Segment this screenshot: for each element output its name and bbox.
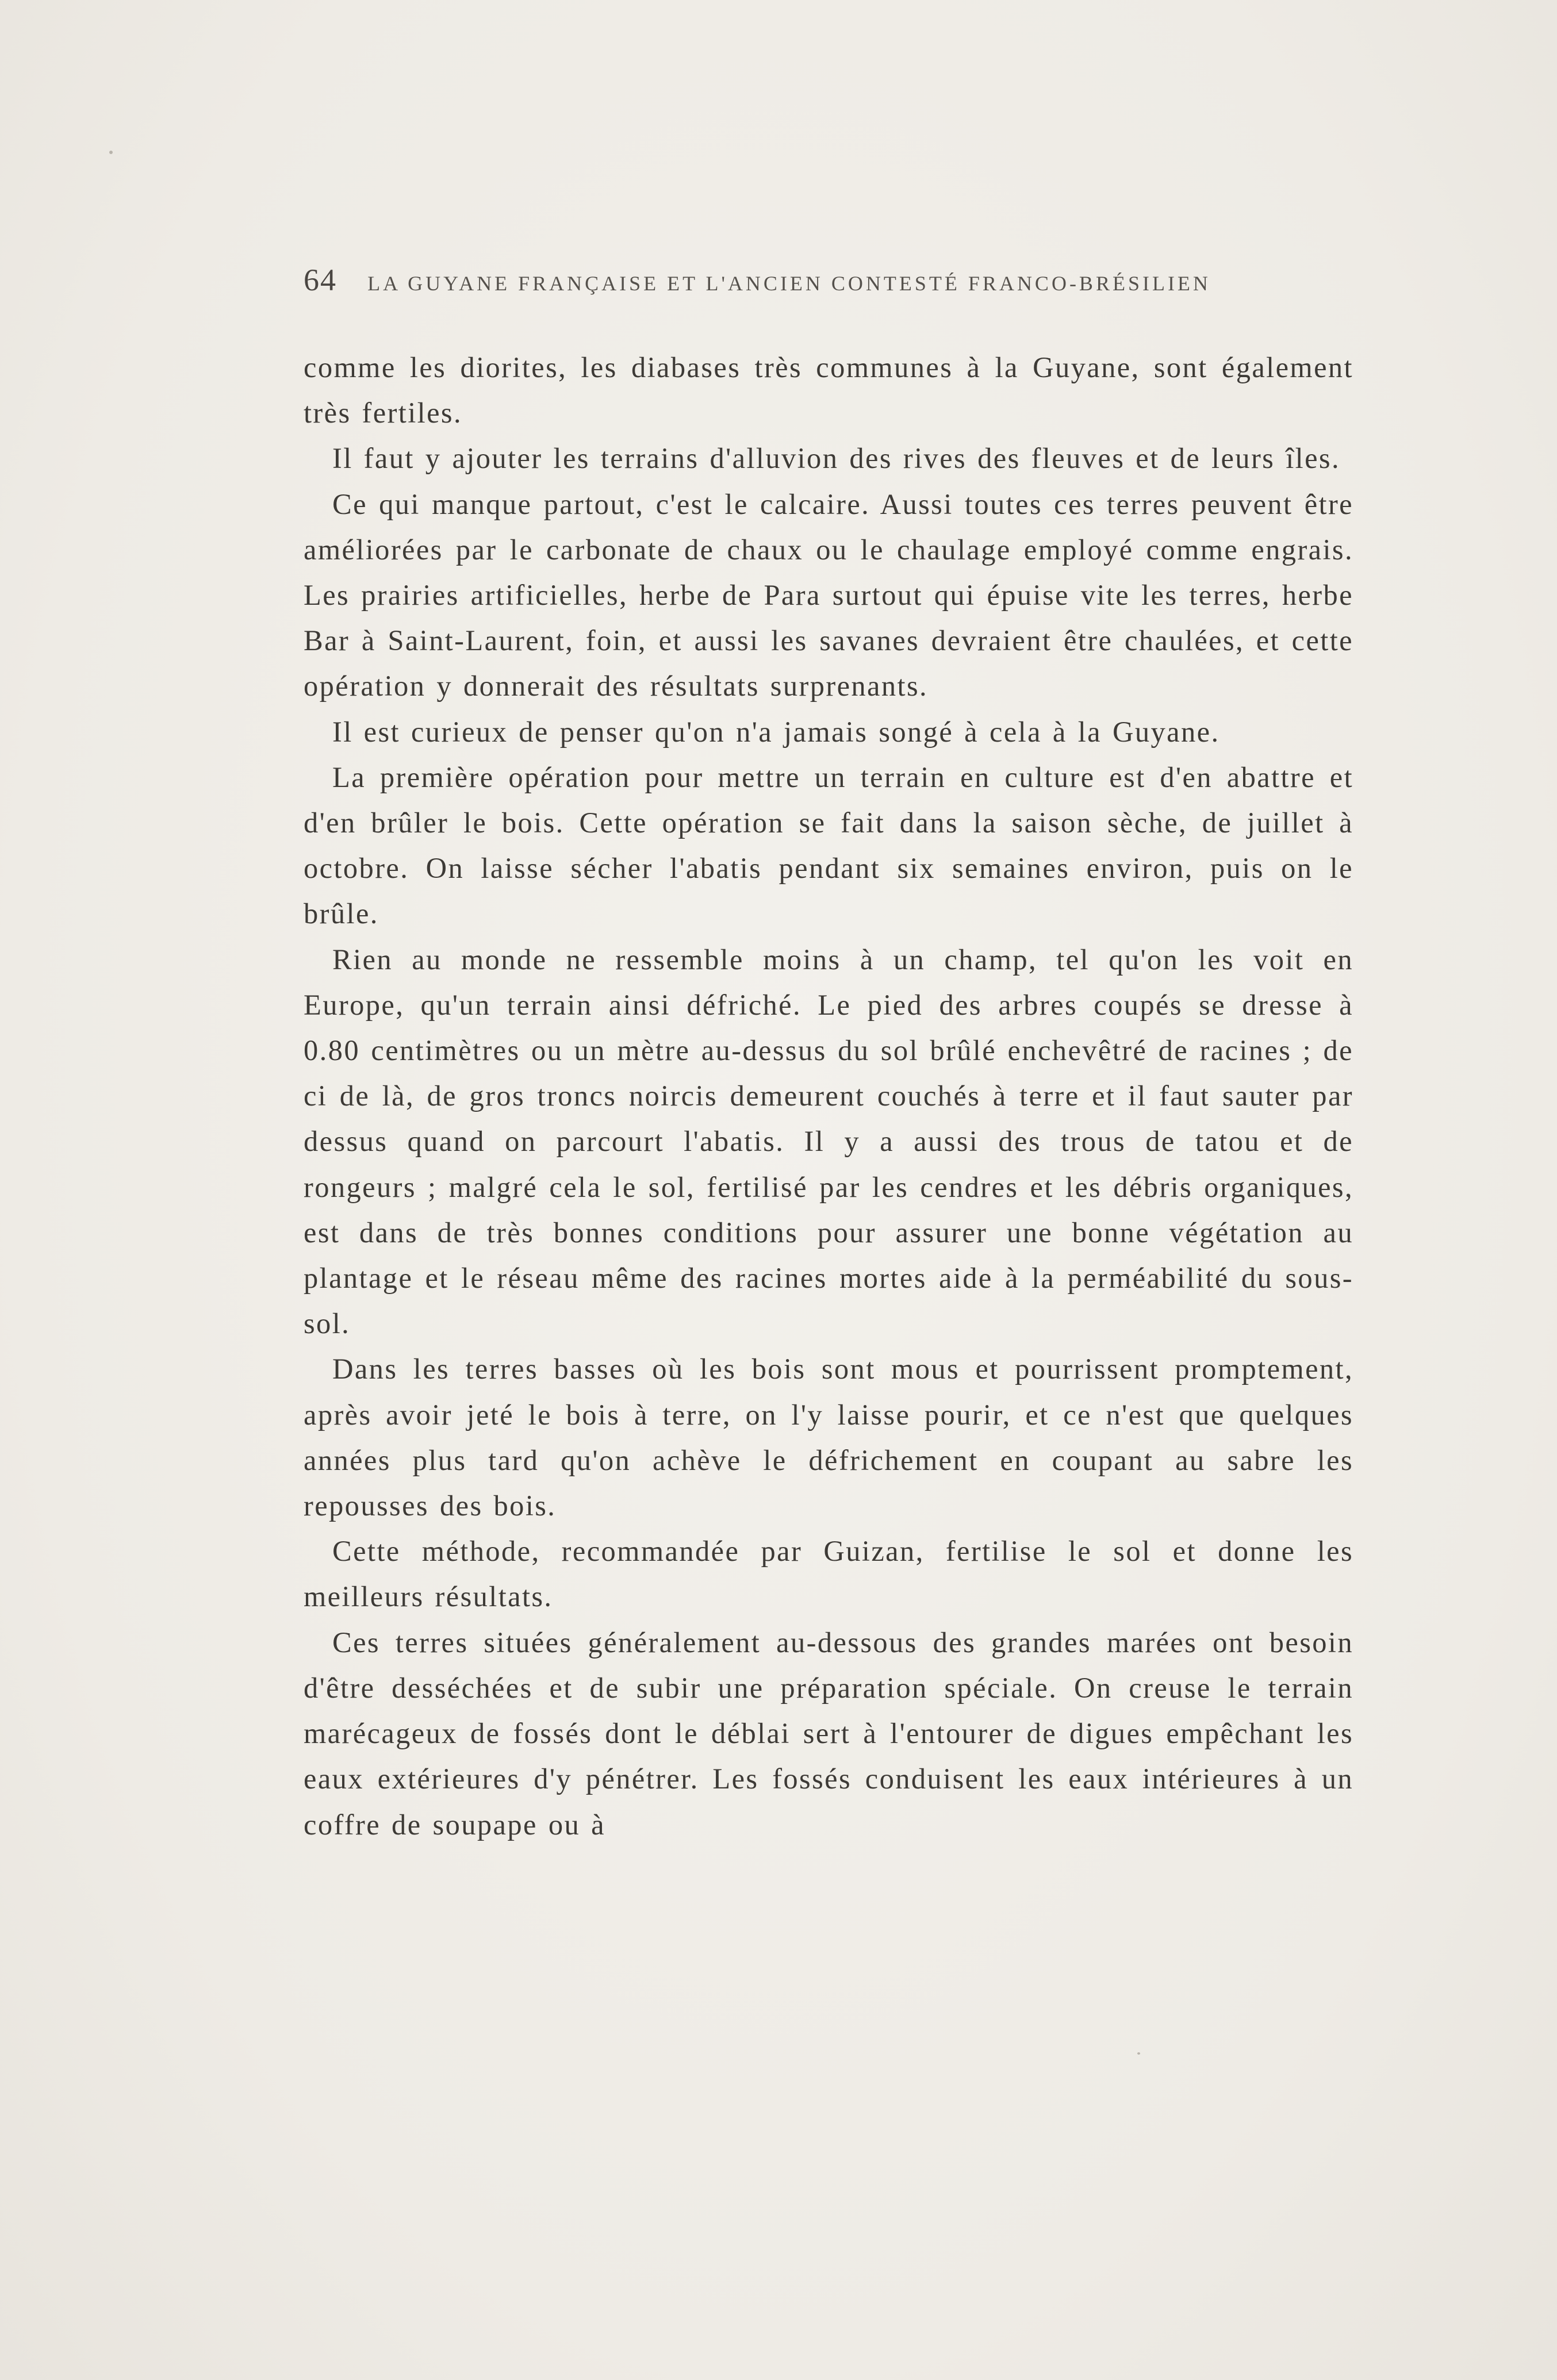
paragraph: Cette méthode, recommandée par Guizan, fertilise le sol et donne les meilleurs résultats. xyxy=(304,1535,1353,1613)
paragraph: Ces terres situées généralement au-dessous des grandes marées ont besoin d'être desséchées et de subir une préparation spéciale. On creuse le terrain marécageux de fossés dont le déblai sert à l'entourer de digues empêchant les eaux extérieures d'y pénétrer. Les fossés conduisent les eaux intérieures à un coffre de soupape ou à xyxy=(304,1626,1353,1841)
body-text xyxy=(304,345,1353,1848)
page-number: 64 xyxy=(304,263,337,297)
paragraph: Dans les terres basses où les bois sont mous et pourrissent promptement, après avoir jeté le bois à terre, on l'y laisse pourir, et ce n'est que quelques années plus tard qu'on achève le défrichement en coupant au sabre les repousses des bois. xyxy=(304,1353,1353,1522)
paragraph: Rien au monde ne ressemble moins à un champ, tel qu'on les voit en Europe, qu'un terrain ainsi défriché. Le pied des arbres coupés se dresse à 0.80 centimètres ou un mètre au-dessus du sol brûlé enchevêtré de racines ; de ci de là, de gros troncs noircis demeurent couchés à terre et il faut sauter par dessus quand on parcourt l'abatis. Il y a aussi des trous de tatou et de rongeurs ; malgré cela le sol, fertilisé par les cendres et les débris organiques, est dans de très bonnes conditions pour assurer une bonne végétation au plantage et le réseau même des racines mortes aide à la perméabilité du sous-sol. xyxy=(304,943,1353,1340)
paragraph: comme les diorites, les diabases très communes à la Guyane, sont également très fertiles. xyxy=(304,351,1353,429)
paragraph: La première opération pour mettre un terrain en culture est d'en abattre et d'en brûler le bois. Cette opération se fait dans la saison sèche, de juillet à octobre. On laisse sécher l'abatis pendant six semaines environ, puis on le brûle. xyxy=(304,761,1353,930)
paragraph: Ce qui manque partout, c'est le calcaire. Aussi toutes ces terres peuvent être améliorées par le carbonate de chaux ou le chaulage employé comme engrais. Les prairies artificielles, herbe de Para surtout qui épuise vite les terres, herbe Bar à Saint-Laurent, foin, et aussi les savanes devraient être chaulées, et cette opération y donnerait des résultats surprenants. xyxy=(304,487,1353,703)
running-header xyxy=(304,262,1281,302)
paragraph: Il est curieux de penser qu'on n'a jamais songé à cela à la Guyane. xyxy=(332,715,1220,748)
running-title: LA GUYANE FRANÇAISE ET L'ANCIEN CONTESTÉ FRANCO-BRÉSILIEN xyxy=(367,272,1211,295)
paragraph: Il faut y ajouter les terrains d'alluvion des rives des fleuves et de leurs îles. xyxy=(332,442,1340,475)
paper-speck xyxy=(109,151,113,154)
paper-speck xyxy=(1137,2052,1140,2055)
